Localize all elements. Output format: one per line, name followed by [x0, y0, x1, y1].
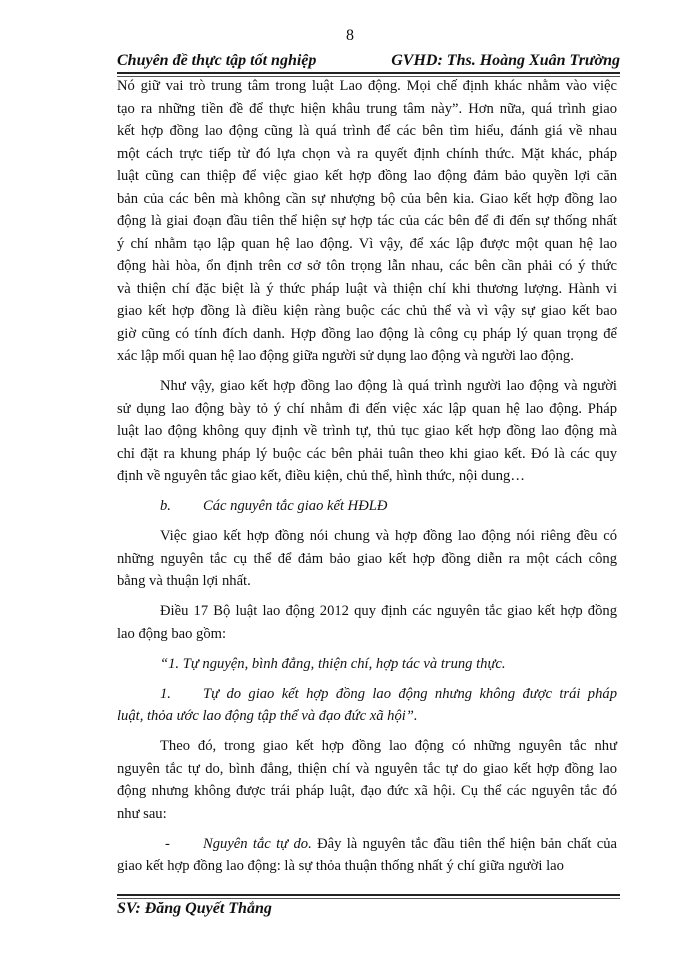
text-line: một cách trực tiếp từ đó lựa chọn và ra quyết định chính thức. Mặt khác, pháp	[117, 145, 617, 162]
text-line: ý chí nhằm tạo lập quan hệ lao động. Vì vậy, để xác lập được một quan hệ lao	[117, 235, 617, 252]
paragraph	[117, 75, 617, 368]
paragraph	[117, 683, 617, 728]
text-line: động hài hòa, ổn định trên cơ sở tôn trọng lẫn nhau, các bên cần phải có ý thức	[117, 258, 617, 274]
heading-text: Các nguyên tắc giao kết HĐLĐ	[203, 498, 388, 514]
paragraph	[117, 525, 617, 593]
text-line: luật cũng can thiệp để việc giao kết hợp đồng lao động đảm bảo quyền lợi căn	[117, 168, 617, 184]
header-advisor: GVHD: Ths. Hoàng Xuân Trường	[391, 52, 620, 69]
text-line: động nhưng không được trái pháp luật, đạo đức xã hội. Cụ thể các nguyên tắc đó	[117, 783, 617, 799]
numbered-line	[117, 683, 617, 706]
text-line: luật, thỏa ước lao động tập thể và đạo đức xã hội”.	[117, 708, 418, 724]
heading-marker: b.	[160, 498, 171, 514]
line-text: Tự do giao kết hợp đồng lao động nhưng không được trái pháp	[203, 685, 617, 702]
text-line: những nguyên tắc cụ thể để đảm bảo giao kết hợp đồng diễn ra một cách công	[117, 550, 617, 567]
text-line: sử dụng lao động bày tỏ ý chí nhằm đi đến việc xác lập quan hệ lao động. Pháp	[117, 400, 617, 417]
text-line: định về nguyên tắc giao kết, điều kiện, chủ thể, hình thức, nội dung…	[117, 468, 525, 484]
bullet-lead: Nguyên tắc tự do.	[203, 835, 312, 852]
text-line: giao kết hợp đồng là điều kiện ràng buộc các chủ thể và vì vậy sự giao kết bao	[117, 303, 617, 319]
document-body	[117, 75, 617, 878]
footer-author: SV: Đăng Quyết Thắng	[117, 900, 272, 917]
text-line: Việc giao kết hợp đồng nói chung và hợp đồng lao động nói riêng đều có	[160, 528, 617, 544]
text-line: nguyên tắc tự do, bình đẳng, thiện chí và nguyên tắc tự do giao kết hợp đồng lao	[117, 760, 617, 777]
text-line: như sau:	[117, 805, 167, 822]
text-line: Nó giữ vai trò trung tâm trong luật Lao động. Mọi chế định khác nhằm vào việc	[117, 78, 617, 94]
text-line: và thiện chí đặc biệt là ý thức pháp luật và thiện chí khi thương lượng. Hành vi	[117, 280, 617, 297]
bullet-text: Đây là nguyên tắc đầu tiên thể hiện bản chất của	[311, 835, 617, 852]
heading-line	[117, 495, 617, 518]
header-title: Chuyên đề thực tập tốt nghiệp	[117, 52, 317, 69]
text-line: bản của các bên mà không cần sự nhượng bộ của bên kia. Giao kết hợp đồng lao	[117, 190, 617, 207]
text-line: kết hợp đồng lao động cũng là quá trình để các bên tìm hiểu, đánh giá về nhau	[117, 123, 617, 139]
text-line: lao động bao gồm:	[117, 625, 227, 642]
paragraph	[117, 735, 617, 825]
text-line: tạo ra những tiền đề để thực hiện khâu trung tâm này”. Hơn nữa, quá trình giao	[117, 100, 617, 117]
paragraph	[117, 600, 617, 645]
footer-rule	[117, 894, 620, 899]
text-line: “1. Tự nguyện, bình đẳng, thiện chí, hợp tác và trung thực.	[160, 655, 506, 672]
paragraph	[117, 653, 617, 676]
section-heading	[117, 495, 617, 518]
paragraph	[117, 375, 617, 488]
bullet-dash: -	[165, 835, 170, 852]
text-line: giờ cũng có tính đích danh. Hợp đồng lao động là công cụ pháp lý quan trọng để	[117, 325, 617, 342]
text-line: bằng và thuận lợi nhất.	[117, 573, 251, 589]
bullet-line	[117, 833, 617, 856]
text-line: Điều 17 Bộ luật lao động 2012 quy định các nguyên tắc giao kết hợp đồng	[160, 603, 617, 619]
text-line: luật lao động không quy định về trình tự, thủ tục giao kết hợp đồng lao động mà	[117, 423, 617, 439]
text-line: Như vậy, giao kết hợp đồng lao động là quá trình người lao động và người	[160, 378, 617, 394]
text-line: chỉ đặt ra khung pháp lý buộc các bên phải tuân theo khi giao kết. Đó là các quy	[117, 445, 617, 462]
page-header	[117, 52, 620, 70]
paragraph	[117, 833, 617, 878]
page-number: 8	[346, 27, 354, 44]
text-line: xác lập mối quan hệ lao động giữa người sử dụng lao động và người lao động.	[117, 348, 574, 364]
list-number: 1.	[160, 685, 171, 702]
text-line: Theo đó, trong giao kết hợp đồng lao động có những nguyên tắc như	[160, 738, 617, 754]
text-line: giao kết hợp đồng lao động: là sự thỏa thuận thống nhất ý chí giữa người lao	[117, 858, 564, 874]
text-line: động là giai đoạn đầu tiên thể hiện sự hợp tác của các bên để đi đến sự thống nhất	[117, 213, 617, 229]
